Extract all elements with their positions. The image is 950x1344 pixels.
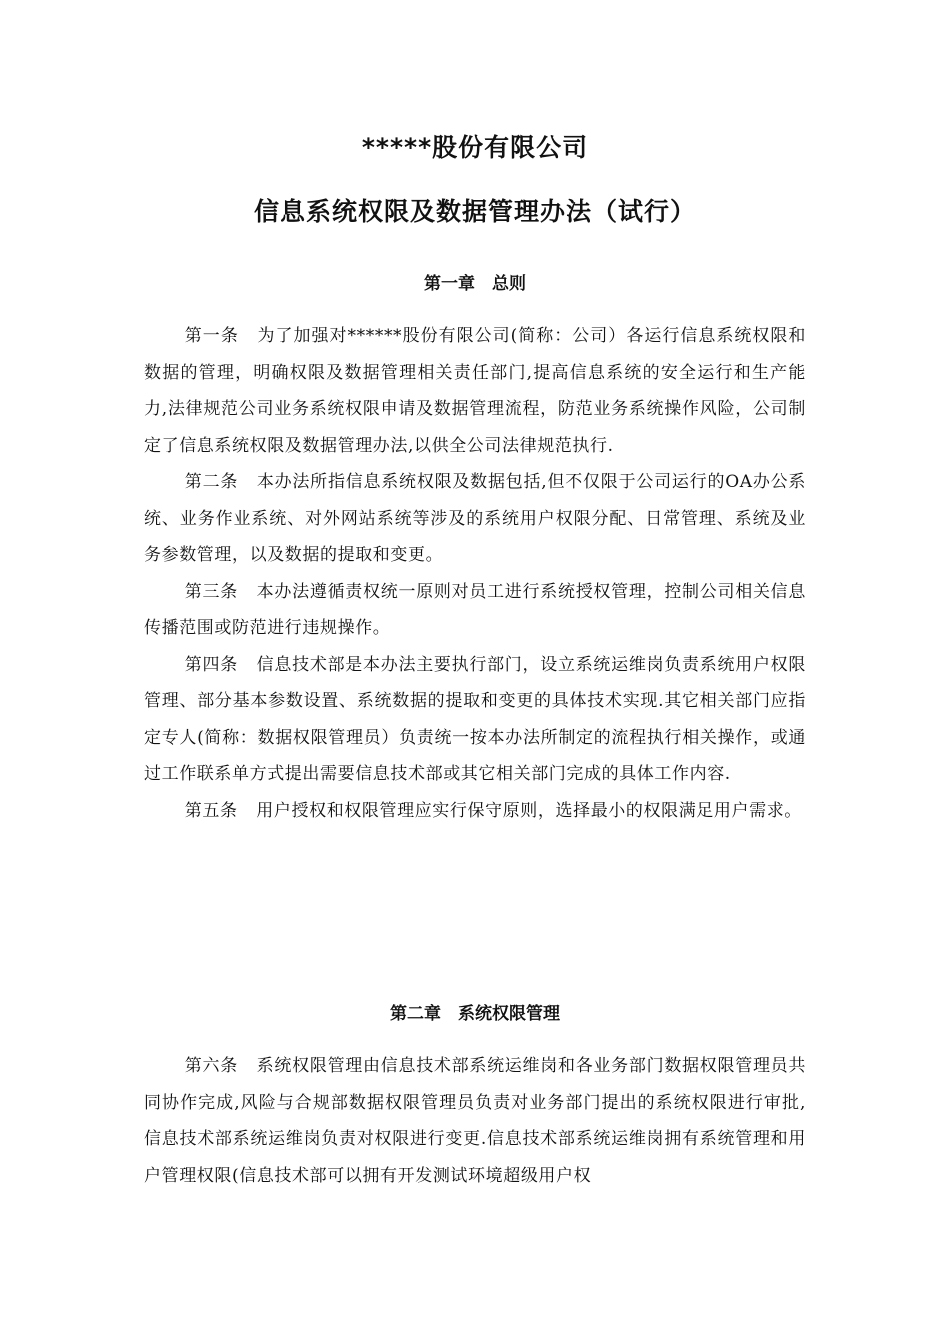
article-label: 第六条: [184, 1056, 238, 1076]
article-text: 本办法遵循责权统一原则对员工进行系统授权管理，控制公司相关信息传播范围或防范进行违规操作。: [144, 581, 806, 638]
chapter-2-body: [144, 1048, 806, 1194]
article-2: [144, 464, 806, 574]
article-label: 第三条: [184, 581, 238, 602]
article-text: 信息技术部是本办法主要执行部门，设立系统运维岗负责系统用户权限管理、部分基本参数设置、系统数据的提取和变更的具体技术实现.其它相关部门应指定专人(简称：数据权限管理员）负责统一按本办法所制定的流程执行相关操作，或通过工作联系单方式提出需要信息技术部或其它相关部门完成的具体工作内容.: [144, 654, 806, 784]
article-label: 第五条: [184, 800, 238, 821]
document-title: 信息系统权限及数据管理办法（试行）: [253, 197, 696, 226]
article-4: [144, 647, 806, 793]
chapter-2-heading: 第二章 系统权限管理: [390, 1004, 560, 1024]
article-label: 第一条: [184, 326, 239, 346]
article-text: 系统权限管理由信息技术部系统运维岗和各业务部门数据权限管理员共同协作完成,风险与合规部数据权限管理员负责对业务部门提出的系统权限进行审批,信息技术部系统运维岗负责对权限进行变更.信息技术部系统运维岗拥有系统管理和用户管理权限(信息技术部可以拥有开发测试环境超级用户权: [144, 1056, 806, 1186]
article-5: [144, 793, 806, 830]
article-text: 为了加强对******股份有限公司(简称：公司）各运行信息系统权限和数据的管理，明确权限及数据管理相关责任部门,提高信息系统的安全运行和生产能力,法律规范公司业务系统权限申请及数据管理流程，防范业务系统操作风险，公司制定了信息系统权限及数据管理办法,以供全公司法律规范执行.: [144, 326, 806, 456]
chapter-1-heading: 第一章 总则: [424, 274, 526, 294]
article-6: [144, 1048, 806, 1194]
article-text: 用户授权和权限管理应实行保守原则，选择最小的权限满足用户需求。: [256, 800, 802, 821]
chapter-1-body: [144, 318, 806, 829]
article-text: 本办法所指信息系统权限及数据包括,但不仅限于公司运行的OA办公系统、业务作业系统、对外网站系统等涉及的系统用户权限分配、日常管理、系统及业务参数管理，以及数据的提取和变更。: [144, 472, 806, 565]
article-label: 第四条: [184, 654, 238, 675]
article-label: 第二条: [184, 472, 239, 492]
article-1: [144, 318, 806, 464]
article-3: [144, 574, 806, 647]
company-title: *****股份有限公司: [361, 133, 589, 162]
